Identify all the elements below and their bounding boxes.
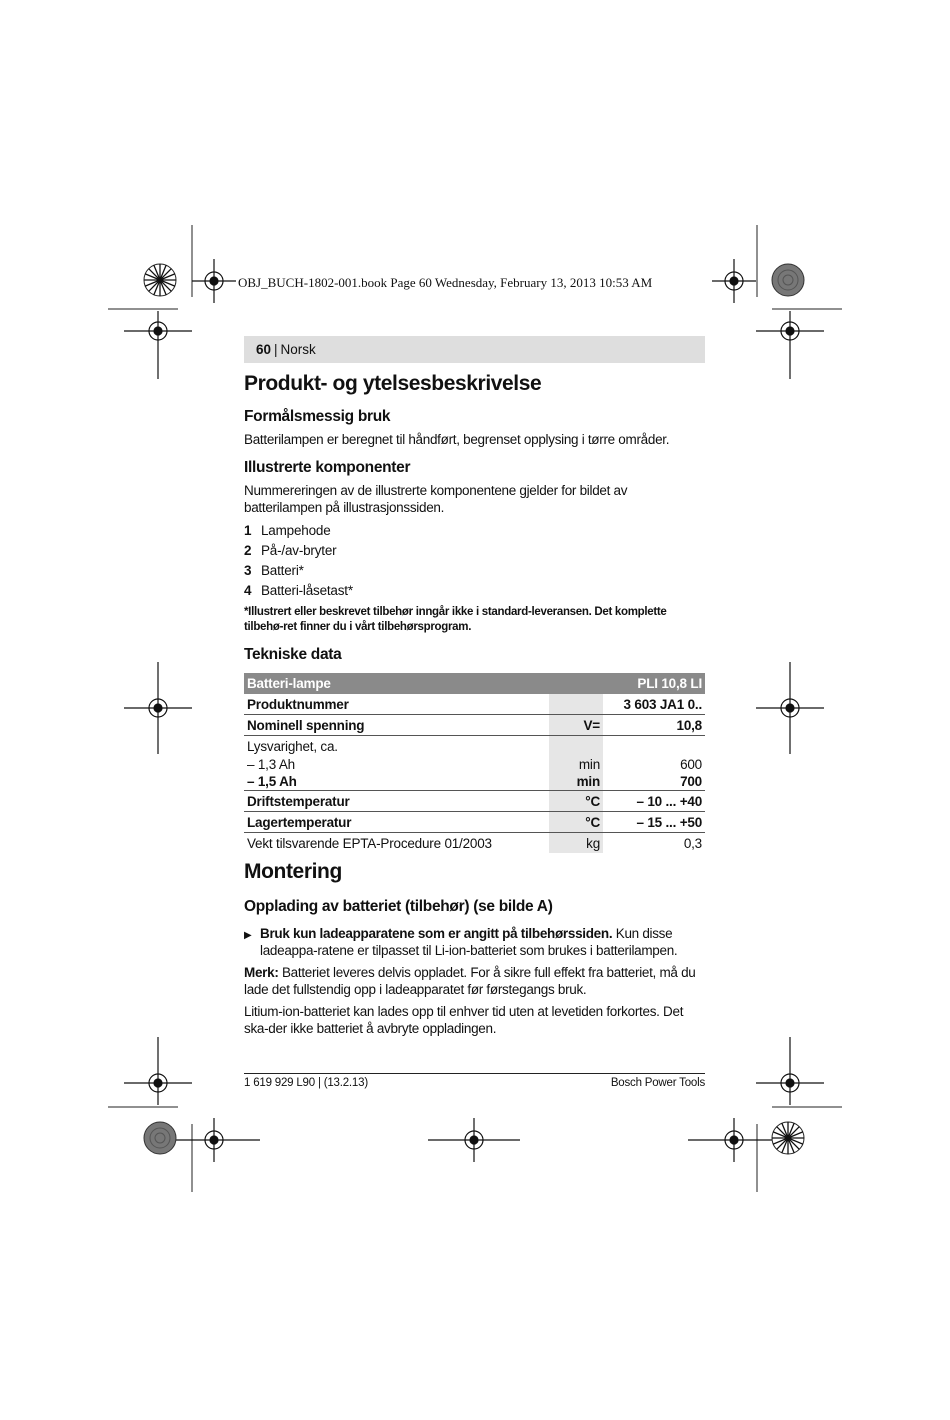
section-title-product: Produkt- og ytelsesbeskrivelse: [244, 372, 542, 395]
print-slug: OBJ_BUCH-1802-001.book Page 60 Wednesday, February 13, 2013 10:53 AM: [238, 275, 653, 290]
list-item: 2 På-/av-bryter: [244, 543, 337, 558]
components-list: [244, 521, 705, 601]
table-row: Lysvarighet, ca.: [244, 736, 705, 757]
heading-intended-use: Formålsmessig bruk: [244, 408, 391, 425]
intended-use-text: Batterilampen er beregnet til håndført, begrenset opplysing i tørre områder.: [244, 432, 670, 447]
page-content: [244, 336, 705, 1037]
table-row: – 1,3 Ah min 600: [247, 757, 702, 772]
page-number: 60: [256, 342, 272, 357]
header-language: Norsk: [280, 342, 316, 357]
charging-note: [244, 964, 705, 998]
page-header: [244, 336, 705, 363]
table-row: Lagertemperatur °C – 15 ... +50: [244, 812, 705, 833]
charging-paragraph: Litium-ion-batteriet kan lades opp til enhver tid uten at levetiden forkortes. Det ska-der ikke batteriet å avbryte oppladingen.: [244, 1004, 684, 1036]
page-footer: [244, 1073, 705, 1089]
heading-components: Illustrerte komponenter: [244, 459, 411, 476]
components-text: Nummereringen av de illustrerte komponentene gjelder for bildet av batterilampen på illustrasjonssiden.: [244, 483, 628, 515]
list-item: 4 Batteri-låsetast*: [244, 583, 353, 598]
table-row: Nominell spenning V= 10,8: [244, 715, 705, 736]
bullet-bold-text: Bruk kun ladeapparatene som er angitt på tilbehørssiden.: [260, 926, 613, 941]
section-title-mounting: Montering: [244, 860, 342, 883]
heading-charging: Opplading av batteriet (tilbehør) (se bilde A): [244, 898, 553, 915]
list-item: 3 Batteri*: [244, 563, 304, 578]
bullet-arrow-icon: ▶: [244, 930, 252, 941]
footer-doc-number: 1 619 929 L90 | (13.2.13): [244, 1077, 368, 1089]
table-header-left: Batteri-lampe: [244, 673, 603, 694]
table-row: Produktnummer 3 603 JA1 0..: [244, 694, 705, 715]
note-label: Merk:: [244, 965, 279, 980]
heading-tech-data: Tekniske data: [244, 646, 342, 663]
bullet-text: Kun disse ladeappa-ratene er tilpasset til Li-ion-batteriet som brukes i batterilampen.: [260, 926, 678, 958]
charging-bullet: [244, 925, 705, 959]
table-header-right: PLI 10,8 LI: [603, 673, 705, 694]
note-text: Batteriet leveres delvis oppladet. For å sikre full effekt fra batteriet, må du lade det fullstendig opp i ladeapparatet før førstegangs bruk.: [244, 965, 696, 997]
footer-brand: Bosch Power Tools: [610, 1077, 705, 1089]
table-row: Driftstemperatur °C – 10 ... +40: [244, 791, 705, 812]
accessory-footnote: *Illustrert eller beskrevet tilbehør inngår ikke i standard-leveransen. Det komplette tilbehø-ret finner du i vårt tilbehørsprogram.: [244, 606, 667, 633]
table-row: – 1,5 Ah min 700: [244, 773, 705, 791]
list-item: 1 Lampehode: [244, 523, 331, 538]
header-separator: |: [274, 342, 278, 357]
tech-data-table: [244, 673, 705, 853]
table-row: Vekt tilsvarende EPTA-Procedure 01/2003 kg 0,3: [244, 833, 705, 854]
table-header-row: [244, 673, 705, 694]
